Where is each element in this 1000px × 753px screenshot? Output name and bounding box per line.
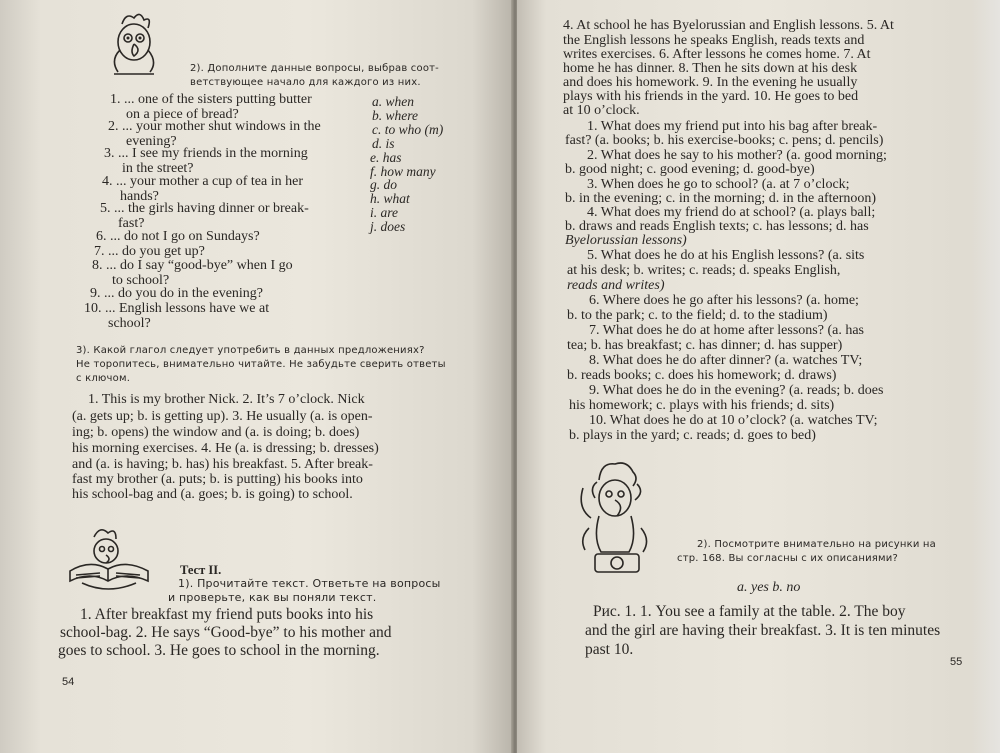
reading-line: writes exercises. 6. After lessons he comes home. 7. At (563, 47, 871, 62)
comprehension-line: Byelorussian lessons) (565, 233, 687, 248)
question-line: school? (108, 316, 151, 331)
question-line: hands? (120, 189, 159, 204)
comprehension-line: his homework; c. plays with his friends; d. sits) (569, 398, 835, 413)
question-line: on a piece of bread? (126, 107, 239, 122)
task3-line: his morning exercises. 4. He (a. is dressing; b. dresses) (72, 441, 379, 456)
comprehension-line: fast? (a. books; b. his exercise-books; c. pens; d. pencils) (565, 133, 884, 148)
question-line: 2. ... your mother shut windows in the (108, 119, 321, 134)
option-line: f. how many (370, 164, 436, 179)
parrot-reading-icon (60, 525, 158, 595)
test-instr-line1: 1). Прочитайте текст. Ответьте на вопросы (178, 577, 441, 590)
parrot-headphones-icon (575, 458, 655, 578)
option-line: c. to who (m) (372, 122, 444, 137)
reading-line: at 10 o’clock. (563, 103, 640, 118)
question-line: 4. ... your mother a cup of tea in her (102, 174, 303, 189)
figure-text-line: and the girl are having their breakfast. 3. It is ten minutes (585, 622, 941, 639)
question-line: 5. ... the girls having dinner or break- (100, 201, 309, 216)
page-edge-shading (970, 0, 1000, 753)
option-line: b. where (372, 108, 418, 123)
reading-line: home he has dinner. 8. Then he sits down at his desk (563, 61, 858, 76)
comprehension-line: 1. What does my friend put into his bag after break- (587, 119, 878, 134)
task3-header-line: с ключом. (76, 373, 131, 384)
question-line: evening? (126, 134, 177, 149)
reading-line: 4. At school he has Byelorussian and English lessons. 5. At (563, 18, 894, 33)
task3-line: and (a. is having; b. has) his breakfast. 5. After break- (72, 457, 373, 472)
option-line: h. what (370, 191, 410, 206)
task2-header-line2: ветствующее начало для каждого из них. (190, 77, 421, 88)
comprehension-line: 5. What does he do at his English lessons? (a. sits (587, 248, 865, 263)
comprehension-line: b. good night; c. good evening; d. good-bye) (565, 162, 815, 177)
question-line: in the street? (122, 161, 194, 176)
task3-line: fast my brother (a. puts; b. is putting) his books into (72, 472, 363, 487)
task3-header-line: 3). Какой глагол следует употребить в данных предложениях? (76, 345, 425, 356)
question-line: 1. ... one of the sisters putting butter (110, 92, 312, 107)
question-line: 9. ... do you do in the evening? (90, 286, 264, 301)
task2-header-line1: 2). Дополните данные вопросы, выбрав соот- (190, 63, 439, 74)
comprehension-line: b. plays in the yard; c. reads; d. goes to bed) (569, 428, 816, 443)
comprehension-line: at his desk; b. writes; c. reads; d. speaks English, (567, 263, 841, 278)
page-number-left: 54 (62, 676, 75, 688)
question-line: 7. ... do you get up? (94, 244, 205, 259)
test-text-line: school-bag. 2. He says “Good-bye” to his mother and (60, 624, 392, 641)
task3-line: ing; b. opens) the window and (a. is doing; b. does) (72, 425, 360, 440)
task3-line: (a. gets up; b. is getting up). 3. He usually (a. is open- (72, 409, 373, 424)
comprehension-line: 10. What does he do at 10 o’clock? (a. watches TV; (589, 413, 878, 428)
option-line: j. does (370, 219, 406, 234)
option-line: e. has (370, 150, 402, 165)
task3-header-line: Не торопитесь, внимательно читайте. Не забудьте сверить ответы (76, 359, 446, 370)
question-line: 3. ... I see my friends in the morning (104, 146, 308, 161)
option-line: g. do (370, 177, 397, 192)
comprehension-line: 7. What does he do at home after lessons? (a. has (589, 323, 864, 338)
question-line: fast? (118, 216, 145, 231)
task2-right-header-line2: стр. 168. Вы согласны с их описаниями? (677, 553, 898, 564)
comprehension-line: b. in the evening; c. in the morning; d. in the afternoon) (565, 191, 877, 206)
option-line: d. is (372, 136, 395, 151)
comprehension-line: b. reads books; c. does his homework; d. draws) (567, 368, 837, 383)
test-title: Тест II. (180, 563, 222, 577)
reading-line: the English lessons he speaks English, reads texts and (563, 33, 865, 48)
comprehension-line: 4. What does my friend do at school? (a. plays ball; (587, 205, 876, 220)
figure-text-line: Рис. 1. 1. You see a family at the table. 2. The boy (593, 603, 906, 620)
question-line: 6. ... do not I go on Sundays? (96, 229, 260, 244)
comprehension-line: 6. Where does he go after his lessons? (a. home; (589, 293, 859, 308)
comprehension-line: 3. When does he go to school? (a. at 7 o’clock; (587, 177, 850, 192)
comprehension-line: 8. What does he do after dinner? (a. watches TV; (589, 353, 863, 368)
comprehension-line: 2. What does he say to his mother? (a. good morning; (587, 148, 887, 163)
comprehension-line: tea; b. has breakfast; c. has dinner; d. has supper) (567, 338, 843, 353)
test-instr-line2: и проверьте, как вы поняли текст. (168, 591, 377, 604)
answer-options: a. yes b. no (737, 580, 801, 595)
task3-line: his school-bag and (a. goes; b. is going) to school. (72, 487, 353, 502)
question-line: 8. ... do I say “good-bye” when I go (92, 258, 293, 273)
test-text-line: goes to school. 3. He goes to school in the morning. (58, 642, 380, 659)
comprehension-line: reads and writes) (567, 278, 665, 293)
right-page (517, 0, 1000, 753)
question-line: 10. ... English lessons have we at (84, 301, 270, 316)
comprehension-line: 9. What does he do in the evening? (a. reads; b. does (589, 383, 884, 398)
option-line: a. when (372, 94, 414, 109)
comprehension-line: b. draws and reads English texts; c. has lessons; d. has (565, 219, 869, 234)
figure-text-line: past 10. (585, 641, 634, 658)
page-number-right: 55 (950, 656, 963, 668)
reading-line: plays with his friends in the yard. 10. He goes to bed (563, 89, 859, 104)
option-line: i. are (370, 205, 398, 220)
reading-line: and does his homework. 9. In the evening he usually (563, 75, 858, 90)
task3-line: 1. This is my brother Nick. 2. It’s 7 o’clock. Nick (88, 392, 365, 407)
comprehension-line: b. to the park; c. to the field; d. to the stadium) (567, 308, 828, 323)
task2-right-header-line1: 2). Посмотрите внимательно на рисунки на (697, 539, 936, 550)
question-line: to school? (112, 273, 170, 288)
parrot-thinking-icon (104, 10, 164, 80)
test-text-line: 1. After breakfast my friend puts books into his (80, 606, 374, 623)
